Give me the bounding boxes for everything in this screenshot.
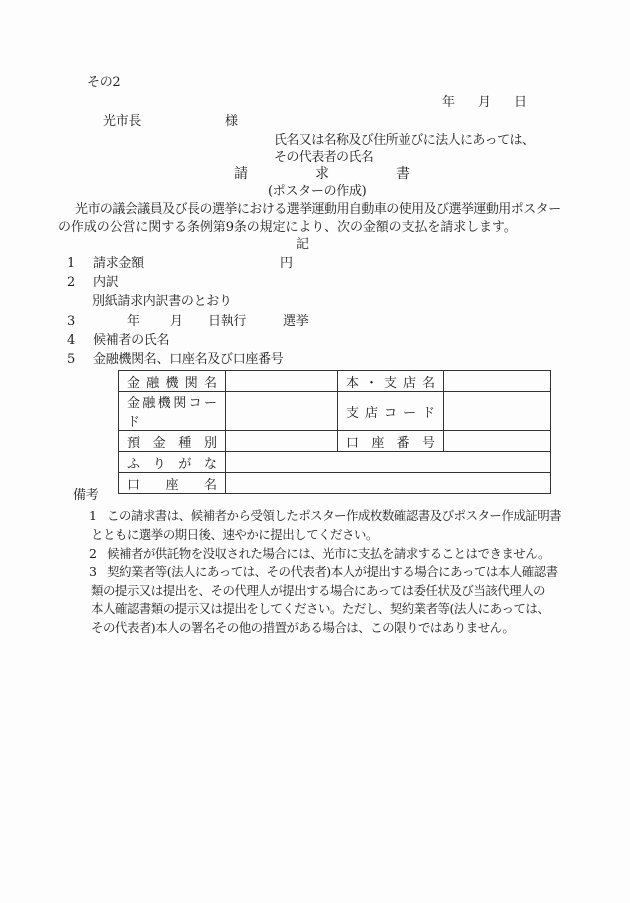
item2-detail: 別紙請求内訳書のとおり <box>92 294 232 309</box>
bank-code-label: 金融機関コード <box>119 392 226 431</box>
table-row <box>119 392 551 431</box>
branch-name-field <box>444 371 551 392</box>
remark3-line2: 類の提示又は提出を、その代理人が提出する場合にあっては委任状及び当該代理人の <box>91 583 545 598</box>
applicant-note-line1: 氏名又は名称及び住所並びに法人にあっては、 <box>274 133 535 148</box>
item3-day-executed-label: 日執行 <box>208 314 247 329</box>
table-row <box>119 371 551 392</box>
item3-number: 3 <box>67 314 75 329</box>
furigana-label: ふりがな <box>119 452 226 473</box>
document-title: 請求書 <box>234 166 477 182</box>
document-subtitle: (ポスターの作成) <box>268 184 367 199</box>
remark2-line1: 候補者が供託物を没収された場合には、光市に支払を請求することはできません。 <box>107 546 550 561</box>
item3-year-label: 年 <box>127 314 140 329</box>
remarks-heading: 備考 <box>73 488 99 503</box>
table-row <box>119 431 551 452</box>
remark3-number: 3 <box>89 564 97 579</box>
remark1-number: 1 <box>89 508 97 523</box>
furigana-field <box>226 452 551 473</box>
remark2-number: 2 <box>89 546 97 561</box>
applicant-note-line2: その代表者の氏名 <box>274 150 374 165</box>
account-name-label: 口座名 <box>119 473 226 494</box>
bank-name-label: 金融機関名 <box>119 371 226 392</box>
item1-currency-unit: 円 <box>280 256 293 271</box>
item4-label: 候補者の氏名 <box>93 333 170 348</box>
bank-name-field <box>226 371 338 392</box>
body-paragraph-line1: 光市の議会議員及び長の選挙における選挙運動用自動車の使用及び選挙運動用ポスター <box>75 202 561 217</box>
remark3-line3: 本人確認書類の提示又は提出をしてください。ただし、契約業者等(法人にあっては、 <box>91 601 550 616</box>
account-name-field <box>226 473 551 494</box>
item2-number: 2 <box>67 275 75 290</box>
deposit-type-field <box>226 431 338 452</box>
bank-account-table <box>118 370 551 494</box>
item2-label: 内訳 <box>93 275 119 290</box>
record-marker: 記 <box>296 237 309 252</box>
bank-code-field <box>226 392 338 431</box>
branch-code-label: 支店コード <box>338 392 444 431</box>
item4-number: 4 <box>67 333 75 348</box>
branch-name-label: 本・支店名 <box>338 371 444 392</box>
account-number-label: 口座番号 <box>338 431 444 452</box>
item5-label: 金融機関名、口座名及び口座番号 <box>93 352 284 367</box>
date-placeholder: 年月日 <box>442 95 551 110</box>
item1-label: 請求金額 <box>93 256 144 271</box>
item5-number: 5 <box>67 352 75 367</box>
body-paragraph-line2: の作成の公営に関する条例第9条の規定により、次の金額の支払を請求します。 <box>58 220 517 235</box>
remark3-line1: 契約業者等(法人にあっては、その代表者)本人が提出する場合にあっては本人確認書 <box>107 564 558 579</box>
branch-code-field <box>444 392 551 431</box>
item1-number: 1 <box>67 256 75 271</box>
addressee: 光市長 <box>103 114 142 129</box>
item3-month-label: 月 <box>170 314 183 329</box>
item3-election-label: 選挙 <box>283 314 309 329</box>
account-number-field <box>444 431 551 452</box>
table-row <box>119 473 551 494</box>
form-number: その2 <box>87 75 121 90</box>
deposit-type-label: 預金種別 <box>119 431 226 452</box>
remark3-line4: その代表者)本人の署名その他の措置がある場合は、この限りではありません。 <box>91 620 515 635</box>
remark1-line1: この請求書は、候補者から受領したポスター作成枚数確認書及びポスター作成証明書 <box>107 508 562 523</box>
remark1-line2: とともに選挙の期日後、速やかに提出してください。 <box>91 527 378 542</box>
addressee-honorific: 様 <box>225 114 238 129</box>
table-row <box>119 452 551 473</box>
